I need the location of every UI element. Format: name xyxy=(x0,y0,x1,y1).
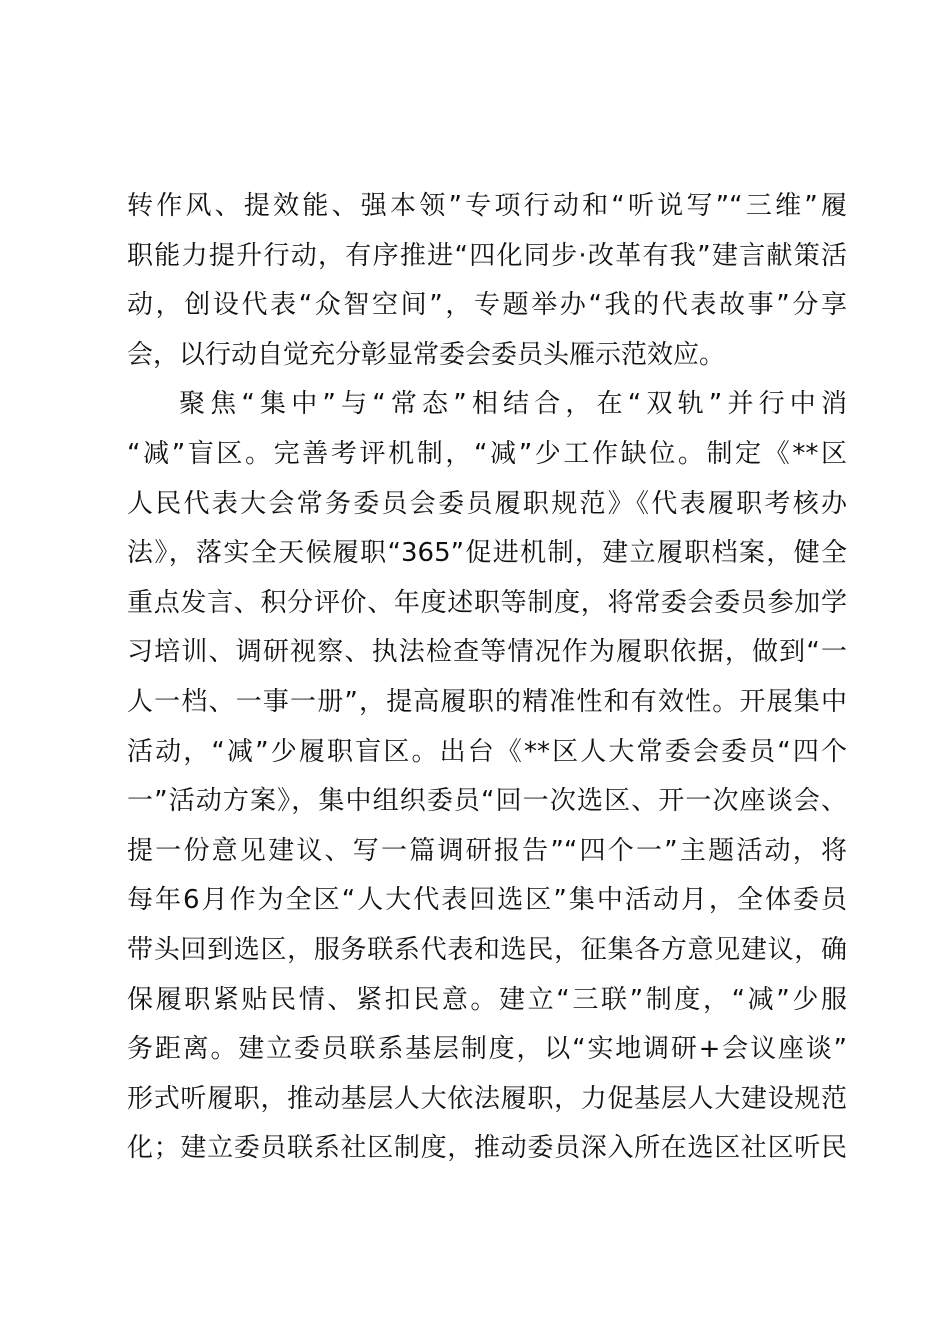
text-line: 提一份意见建议、写一篇调研报告”“四个一”主题活动，将 xyxy=(127,835,847,866)
body-text xyxy=(127,182,847,1174)
text-line: 活动，“减”少履职盲区。出台《**区人大常委会委员“四个 xyxy=(127,736,847,767)
text-line: 形式听履职，推动基层人大依法履职，力促基层人大建设规范 xyxy=(127,1083,847,1114)
text-line: 习培训、调研视察、执法检查等情况作为履职依据，做到“一 xyxy=(127,637,847,668)
text-line: 人民代表大会常务委员会委员履职规范》《代表履职考核办 xyxy=(127,488,847,519)
text-line: 保履职紧贴民情、紧扣民意。建立“三联”制度，“减”少服 xyxy=(127,984,847,1015)
text-line: 转作风、提效能、强本领”专项行动和“听说写”“三维”履 xyxy=(127,191,847,221)
text-line: 人一档、一事一册”，提高履职的精准性和有效性。开展集中 xyxy=(127,686,847,717)
text-line: 职能力提升行动，有序推进“四化同步·改革有我”建言献策活 xyxy=(127,240,847,271)
text-line: 动，创设代表“众智空间”，专题举办“我的代表故事”分享 xyxy=(127,290,847,321)
text-line: 带头回到选区，服务联系代表和选民，征集各方意见建议，确 xyxy=(127,934,847,965)
text-line: 法》，落实全天候履职“365”促进机制，建立履职档案，健全 xyxy=(127,538,847,569)
text-line: 务距离。建立委员联系基层制度，以“实地调研+会议座谈” xyxy=(127,1034,847,1065)
text-line: 一”活动方案》，集中组织委员“回一次选区、开一次座谈会、 xyxy=(127,786,847,817)
text-line: 化；建立委员联系社区制度，推动委员深入所在选区社区听民 xyxy=(127,1133,847,1164)
text-line: 重点发言、积分评价、年度述职等制度，将常委会委员参加学 xyxy=(127,587,847,618)
paragraph-first-line: 聚焦“集中”与“常态”相结合，在“双轨”并行中消 xyxy=(179,389,847,420)
text-line: 每年6月作为全区“人大代表回选区”集中活动月，全体委员 xyxy=(127,885,847,916)
text-line: “减”盲区。完善考评机制，“减”少工作缺位。制定《**区 xyxy=(127,438,847,469)
text-line: 会，以行动自觉充分彰显常委会委员头雁示范效应。 xyxy=(127,339,726,370)
